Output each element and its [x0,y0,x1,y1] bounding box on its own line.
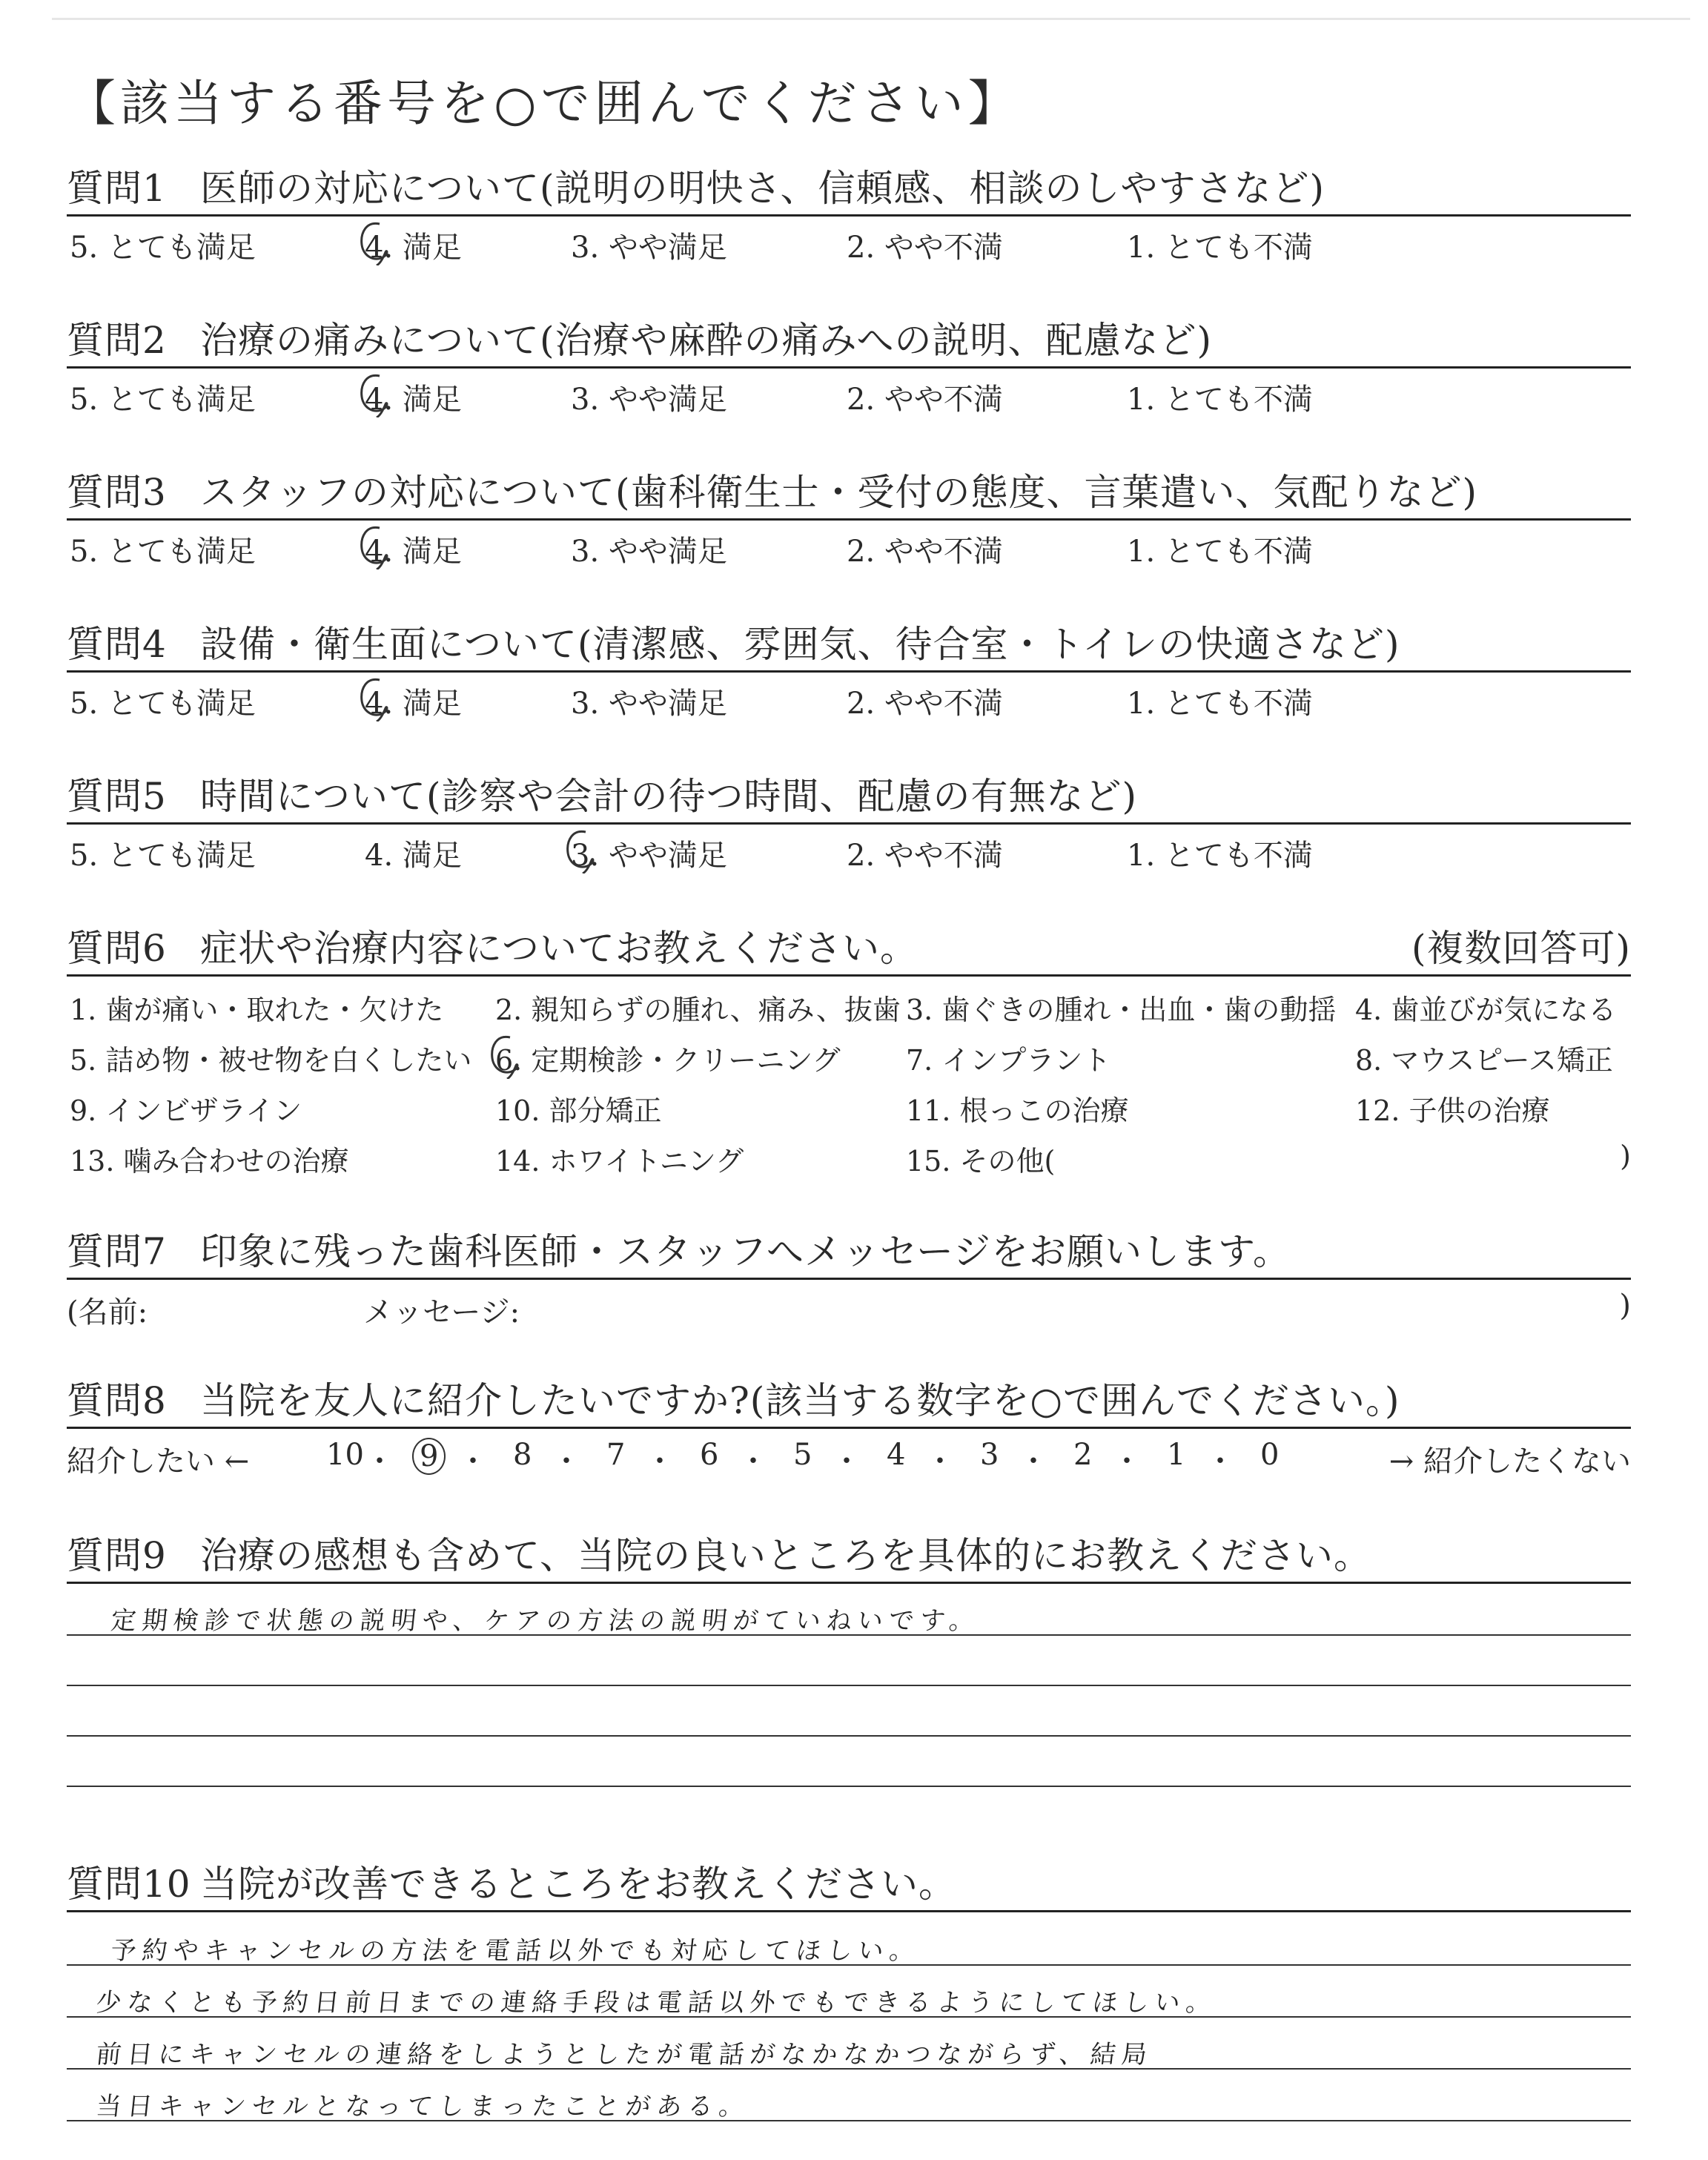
question-number: 質問9 [67,1534,167,1577]
rating-option-2[interactable] [847,528,1003,570]
option-label: 5. とても満足 [70,839,256,873]
scale-separator-dot: ・ [1112,1444,1142,1479]
improvement-answer-area [67,1912,1631,2135]
option-label: 1. とても不満 [1127,231,1313,265]
handwritten-answer-line: 予約やキャンセルの方法を電話以外でも対応してほしい。 [109,1936,922,1966]
question-number: 質問5 [67,775,167,818]
option-label: 3. やや満足 [571,231,727,265]
treatment-option-10[interactable] [495,1088,662,1129]
treatment-option-7[interactable] [906,1037,1110,1078]
question-6-heading [67,922,1631,977]
rating-option-5[interactable] [70,832,256,874]
question-7-heading [67,1226,1631,1280]
rating-option-3[interactable] [571,832,727,874]
question-5-heading [67,770,1631,825]
option-label: 5. 詰め物・被せ物を白くしたい [70,1044,472,1077]
rating-option-1[interactable] [1127,376,1313,418]
treatment-option-8[interactable] [1355,1037,1613,1078]
option-label: 4. 満足 [365,231,462,265]
treatment-option-2[interactable] [495,987,901,1028]
rating-option-2[interactable] [847,680,1003,722]
option-label: 3. 歯ぐきの腫れ・出血・歯の動揺 [906,994,1337,1026]
option-label: 10. 部分矯正 [495,1094,662,1127]
option-label: 2. やや不満 [847,687,1003,721]
treatment-option-4[interactable] [1355,987,1616,1028]
rating-option-1[interactable] [1127,832,1313,874]
option-label: 5. とても満足 [70,231,256,265]
scale-separator-dot: ・ [925,1444,955,1479]
scale-left-label: 紹介したい ← [67,1444,250,1479]
treatment-option-13[interactable] [70,1138,349,1179]
question-text: 時間について(診察や会計の待つ時間、配慮の有無など) [200,775,1138,818]
question-text: 治療の痛みについて(治療や麻酔の痛みへの説明、配慮など) [200,319,1213,362]
rating-option-4[interactable] [365,376,462,418]
question-text: 症状や治療内容についてお教えください。 [200,927,918,970]
treatment-option-11[interactable] [906,1088,1129,1129]
rating-options [67,673,1631,721]
scale-separator-dot: ・ [832,1444,861,1479]
rating-option-4[interactable] [365,832,462,874]
option-label: 14. ホワイトニング [495,1145,744,1178]
option-label: 2. やや不満 [847,535,1003,569]
scale-separator-dot: ・ [738,1444,768,1479]
message-row [67,1280,1631,1332]
option-label: 13. 噛み合わせの治療 [70,1145,349,1178]
scale-value-0[interactable]: 0 [1260,1438,1280,1472]
rating-options [67,521,1631,569]
option-label: 9. インビザライン [70,1094,302,1127]
option-label: 1. とても不満 [1127,839,1313,873]
scan-edge-line [52,18,1690,20]
option-label: 8. マウスピース矯正 [1355,1044,1613,1077]
option-label: 1. とても不満 [1127,535,1313,569]
question-number: 質問1 [67,167,167,210]
option-label: 4. 歯並びが気になる [1355,994,1617,1026]
rating-option-3[interactable] [571,528,727,570]
rating-questions [67,162,1631,873]
scale-value-9[interactable]: 9 [412,1438,446,1475]
instruction-heading: 【該当する番号を○で囲んでください】 [67,75,1022,132]
scale-separator-dot: ・ [552,1444,581,1479]
option-label: 6. 定期検診・クリーニング [495,1044,841,1077]
option-label: 4. 満足 [365,383,462,417]
treatment-option-15[interactable] [906,1138,1055,1179]
handwritten-answer-line: 前日にキャンセルの連絡をしようとしたが電話がなかなかつながらず、結局 [94,2040,1155,2070]
question-number: 質問8 [67,1379,167,1422]
option-label: 2. 親知らずの腫れ、痛み、抜歯 [495,994,901,1026]
scale-value-10[interactable]: 10 [326,1438,364,1472]
question-2-heading [67,314,1631,369]
treatment-option-3[interactable] [906,987,1336,1028]
good-points-answer-area [67,1584,1631,1799]
question-number: 質問4 [67,623,167,666]
answer-ruled-line [67,1786,1631,1787]
message-close-paren: ) [1619,1289,1631,1323]
survey-form [67,70,1631,2135]
scale-value-2[interactable]: 2 [1073,1438,1093,1472]
rating-option-5[interactable] [70,376,256,418]
question-text: 治療の感想も含めて、当院の良いところを具体的にお教えください。 [200,1534,1371,1577]
rating-options [67,217,1631,265]
option-label: 2. やや不満 [847,839,1003,873]
recommend-scale [67,1429,1631,1484]
answer-ruled-line [67,1735,1631,1737]
scale-separator-dot: ・ [1019,1444,1048,1479]
rating-option-3[interactable] [571,376,727,418]
rating-option-1[interactable] [1127,224,1313,266]
question-number: 質問3 [67,471,167,514]
scale-separator-dot: ・ [645,1444,675,1479]
question-text: 医師の対応について(説明の明快さ、信頼感、相談のしやすさなど) [200,167,1325,210]
rating-options [67,825,1631,873]
question-text: 設備・衛生面について(清潔感、雰囲気、待合室・トイレの快適さなど) [200,623,1400,666]
question-1-heading [67,162,1631,217]
option-label: 15. その他( [906,1145,1056,1178]
rating-option-2[interactable] [847,376,1003,418]
option-label: 2. やや不満 [847,231,1003,265]
option-label: 1. とても不満 [1127,383,1313,417]
rating-option-5[interactable] [70,528,256,570]
question-number: 質問2 [67,319,167,362]
multiple-answer-note: (複数回答可) [1411,927,1631,970]
scale-value-8[interactable]: 8 [513,1438,532,1472]
scale-value-4[interactable]: 4 [887,1438,906,1472]
rating-option-5[interactable] [70,224,256,266]
treatment-option-1[interactable] [70,987,443,1028]
treatment-option-12[interactable] [1355,1088,1550,1129]
rating-option-2[interactable] [847,832,1003,874]
question-number: 質問7 [67,1230,167,1273]
question-8-heading [67,1375,1631,1429]
option-label: 11. 根っこの治療 [906,1094,1129,1127]
scale-value-7[interactable]: 7 [606,1438,626,1472]
rating-option-3[interactable] [571,680,727,722]
treatment-option-14[interactable] [495,1138,744,1179]
option-label: 3. やや満足 [571,687,727,721]
other-close-paren: ) [1620,1140,1631,1172]
handwritten-answer-line: 定期検診で状態の説明や、ケアの方法の説明がていねいです。 [109,1606,982,1636]
question-number: 質問10 [67,1863,191,1906]
rating-option-4[interactable] [365,528,462,570]
option-label: 3. やや満足 [571,383,727,417]
rating-option-4[interactable] [365,224,462,266]
option-label: 5. とても満足 [70,535,256,569]
question-3-heading [67,466,1631,521]
handwritten-answer-line: 少なくとも予約日前日までの連絡手段は電話以外でもできるようにしてほしい。 [94,1988,1219,2018]
handwritten-answer-line: 当日キャンセルとなってしまったことがある。 [94,2092,752,2121]
rating-options [67,369,1631,417]
rating-option-5[interactable] [70,680,256,722]
rating-option-4[interactable] [365,680,462,722]
rating-option-1[interactable] [1127,680,1313,722]
answer-ruled-line [67,1685,1631,1686]
scale-value-3[interactable]: 3 [980,1438,999,1472]
option-label: 7. インプラント [906,1044,1111,1077]
option-label: 1. とても不満 [1127,687,1313,721]
option-label: 3. やや満足 [571,535,727,569]
treatment-option-6[interactable] [495,1037,841,1078]
question-4-heading [67,618,1631,673]
rating-option-2[interactable] [847,224,1003,266]
question-10-heading [67,1858,1631,1912]
question-text: スタッフの対応について(歯科衛生士・受付の態度、言葉遣い、気配りなど) [200,471,1478,514]
scale-right-label: → 紹介したくない [1388,1444,1631,1479]
question-text: 当院を友人に紹介したいですか?(該当する数字を○で囲んでください。) [200,1379,1400,1422]
question-text: 当院が改善できるところをお教えください。 [200,1863,956,1906]
option-label: 5. とても満足 [70,383,256,417]
message-label: メッセージ: [363,1295,520,1330]
question-9-heading [67,1530,1631,1584]
option-label: 4. 満足 [365,687,462,721]
treatment-option-9[interactable] [70,1088,302,1129]
name-label: (名前: [67,1295,148,1330]
option-label: 4. 満足 [365,839,462,873]
option-label: 12. 子供の治療 [1355,1094,1550,1127]
rating-option-1[interactable] [1127,528,1313,570]
rating-option-3[interactable] [571,224,727,266]
question-text: 印象に残った歯科医師・スタッフへメッセージをお願いします。 [200,1230,1291,1273]
option-label: 5. とても満足 [70,687,256,721]
scale-separator-dot: ・ [458,1444,488,1479]
option-label: 3. やや満足 [571,839,727,873]
option-label: 4. 満足 [365,535,462,569]
scale-value-6[interactable]: 6 [700,1438,719,1472]
scale-separator-dot: ・ [1205,1444,1235,1479]
treatment-option-5[interactable] [70,1037,471,1078]
scale-separator-dot: ・ [365,1444,394,1479]
scale-value-5[interactable]: 5 [793,1438,812,1472]
question-number: 質問6 [67,927,167,970]
option-label: 1. 歯が痛い・取れた・欠けた [70,994,444,1026]
treatment-options [67,987,1631,1202]
scale-value-1[interactable]: 1 [1167,1438,1186,1472]
option-label: 2. やや不満 [847,383,1003,417]
